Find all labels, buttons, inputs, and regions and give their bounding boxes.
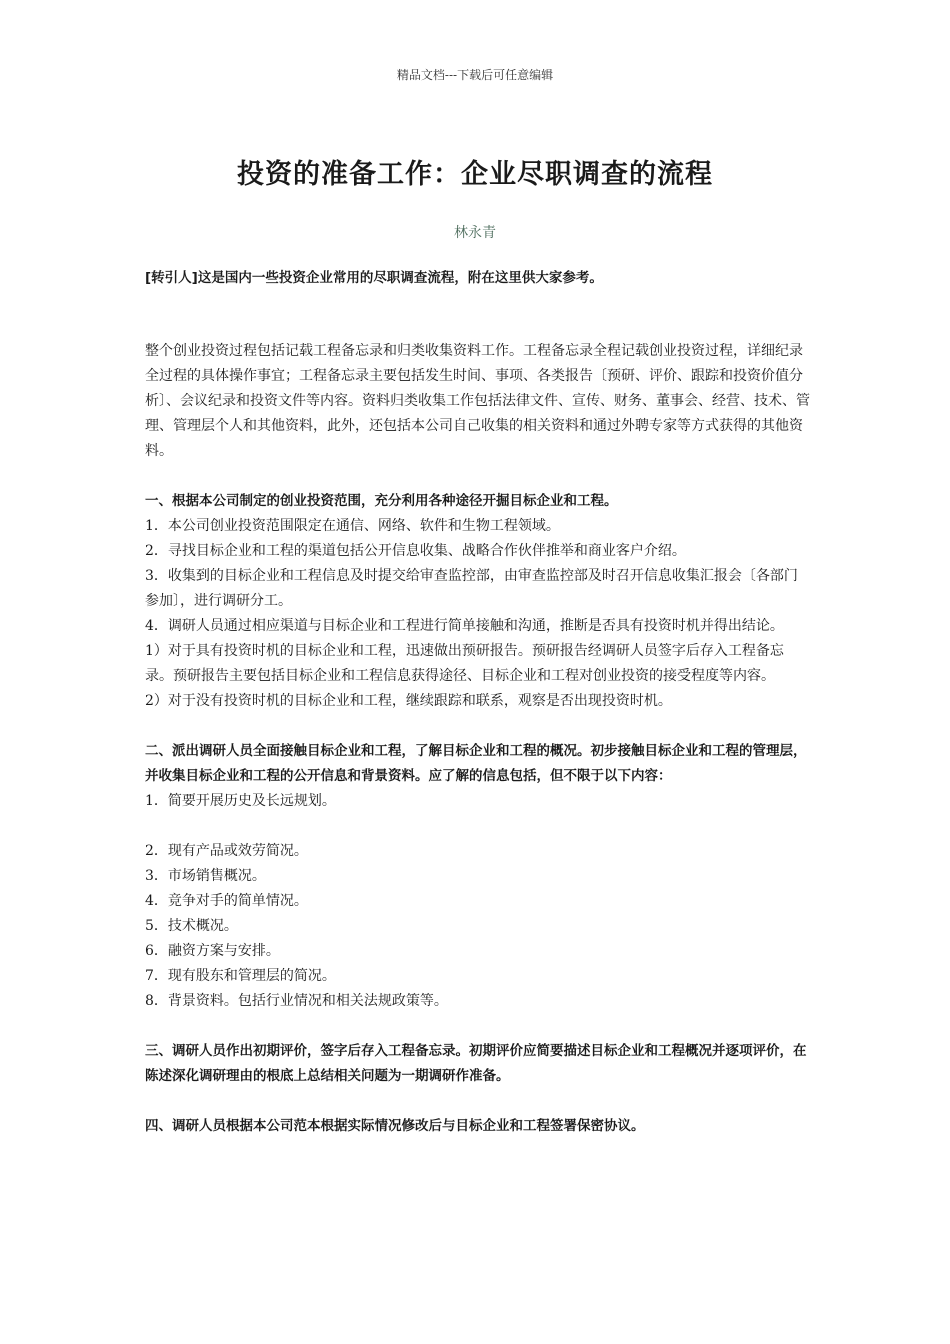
section-2-item: 6．融资方案与安排。: [145, 943, 280, 959]
header-note: 精品文档---下载后可任意编辑: [396, 68, 554, 82]
section-2-item: 2．现有产品或效劳简况。: [145, 843, 308, 859]
document-body: [145, 266, 810, 1139]
author-name: 林永青: [454, 225, 496, 241]
section-1-item: 3．收集到的目标企业和工程信息及时提交给审查监控部，由审查监控部及时召开信息收集汇报会〔各部门参加〕，进行调研分工。: [145, 568, 798, 609]
section-1-item: 4．调研人员通过相应渠道与目标企业和工程进行简单接触和沟通，推断是否具有投资时机并得出结论。: [145, 618, 784, 634]
intro-note: [转引人]这是国内一些投资企业常用的尽职调查流程，附在这里供大家参考。: [145, 270, 603, 286]
section-2-item: 7．现有股东和管理层的简况。: [145, 968, 336, 984]
section-2-heading: 二、派出调研人员全面接触目标企业和工程，了解目标企业和工程的概况。初步接触目标企业和工程的管理层，并收集目标企业和工程的公开信息和背景资料。应了解的信息包括，但不限于以下内容：: [145, 743, 807, 784]
section-2-item: 1．简要开展历史及长远规划。: [145, 793, 336, 809]
section-2-item: 3．市场销售概况。: [145, 868, 266, 884]
section-2-item: 5．技术概况。: [145, 918, 238, 934]
section-1-heading: 一、根据本公司制定的创业投资范围，充分利用各种途径开掘目标企业和工程。: [145, 493, 618, 509]
section-4-heading: 四、调研人员根据本公司范本根据实际情况修改后与目标企业和工程签署保密协议。: [145, 1118, 645, 1134]
section-1-item: 2）对于没有投资时机的目标企业和工程，继续跟踪和联系，观察是否出现投资时机。: [145, 693, 672, 709]
section-1-item: 1）对于具有投资时机的目标企业和工程，迅速做出预研报告。预研报告经调研人员签字后存入工程备忘录。预研报告主要包括目标企业和工程信息获得途径、目标企业和工程对创业投资的接受程度等内容。: [145, 643, 784, 684]
section-3-heading: 三、调研人员作出初期评价，签字后存入工程备忘录。初期评价应简要描述目标企业和工程概况并逐项评价，在陈述深化调研理由的根底上总结相关问题为一期调研作准备。: [145, 1043, 807, 1084]
section-1-item: 2．寻找目标企业和工程的渠道包括公开信息收集、战略合作伙伴推举和商业客户介绍。: [145, 543, 686, 559]
paragraph-overview: 整个创业投资过程包括记载工程备忘录和归类收集资料工作。工程备忘录全程记载创业投资过程，详细纪录全过程的具体操作事宜；工程备忘录主要包括发生时间、事项、各类报告〔预研、评价、跟踪和投资价值分析〕、会议纪录和投资文件等内容。资料归类收集工作包括法律文件、宣传、财务、董事会、经营、技术、管理、管理层个人和其他资料，此外，还包括本公司自己收集的相关资料和通过外聘专家等方式获得的其他资料。: [145, 343, 810, 459]
section-2-item: 8．背景资料。包括行业情况和相关法规政策等。: [145, 993, 448, 1009]
document-title: 投资的准备工作：企业尽职调查的流程: [237, 159, 713, 190]
section-2-item: 4．竞争对手的简单情况。: [145, 893, 308, 909]
section-1-item: 1．本公司创业投资范围限定在通信、网络、软件和生物工程领域。: [145, 518, 560, 534]
